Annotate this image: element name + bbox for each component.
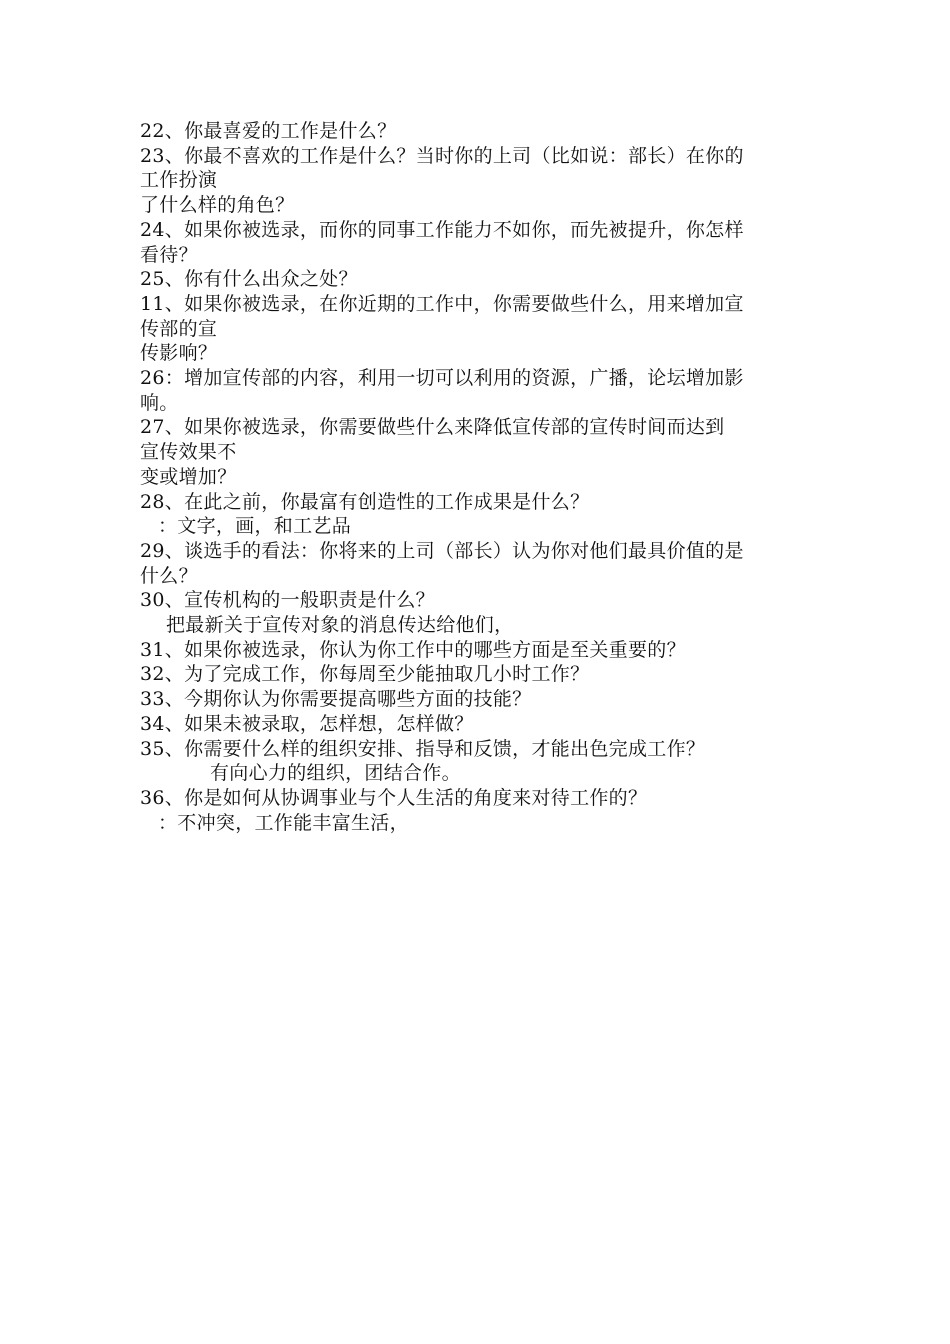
question-11: 11、如果你被选录，在你近期的工作中，你需要做些什么，用来增加宣: [140, 292, 744, 315]
question-31: 31、如果你被选录，你认为你工作中的哪些方面是至关重要的？: [140, 638, 686, 661]
question-35: 35、你需要什么样的组织安排、指导和反馈，才能出色完成工作？: [140, 737, 706, 760]
question-11-cont-1: 传部的宣: [140, 317, 218, 340]
question-23-cont-2: 了什么样的角色？: [140, 194, 295, 217]
question-32: 32、为了完成工作，你每周至少能抽取几小时工作？: [140, 663, 590, 686]
question-11-cont-2: 传影响？: [140, 342, 218, 365]
question-30: 30、宣传机构的一般职责是什么？: [140, 589, 435, 612]
question-23-cont-1: 工作扮演: [140, 169, 218, 192]
question-34: 34、如果未被录取，怎样想，怎样做？: [140, 712, 474, 735]
question-36: 36、你是如何从协调事业与个人生活的角度来对待工作的？: [140, 786, 648, 809]
question-27-cont-2: 变或增加？: [140, 465, 237, 488]
question-29-cont: 什么？: [140, 564, 198, 587]
question-25: 25、你有什么出众之处？: [140, 268, 358, 291]
answer-36: ：不冲突，工作能丰富生活，: [158, 811, 409, 834]
answer-26-cont: 响。: [140, 391, 179, 414]
question-24-cont: 看待？: [140, 243, 198, 266]
question-22: 22、你最喜爱的工作是什么？: [140, 120, 397, 142]
question-27: 27、如果你被选录，你需要做些什么来降低宣传部的宣传时间而达到: [140, 416, 725, 439]
question-29: 29、谈选手的看法：你将来的上司（部长）认为你对他们最具价值的是: [140, 539, 744, 562]
answer-35: 有向心力的组织，团结合作。: [210, 762, 461, 785]
question-24: 24、如果你被选录，而你的同事工作能力不如你，而先被提升，你怎样: [140, 218, 744, 241]
answer-30: 把最新关于宣传对象的消息传达给他们，: [166, 614, 514, 637]
question-33: 33、今期你认为你需要提高哪些方面的技能？: [140, 688, 532, 711]
question-23: 23、你最不喜欢的工作是什么？当时你的上司（比如说：部长）在你的: [140, 144, 744, 167]
answer-26: 26：增加宣传部的内容，利用一切可以利用的资源，广播，论坛增加影: [140, 367, 744, 390]
answer-28: ：文字，画，和工艺品: [158, 515, 352, 538]
question-27-cont-1: 宣传效果不: [140, 441, 237, 464]
question-28: 28、在此之前，你最富有创造性的工作成果是什么？: [140, 490, 590, 513]
document-body: [140, 119, 820, 835]
